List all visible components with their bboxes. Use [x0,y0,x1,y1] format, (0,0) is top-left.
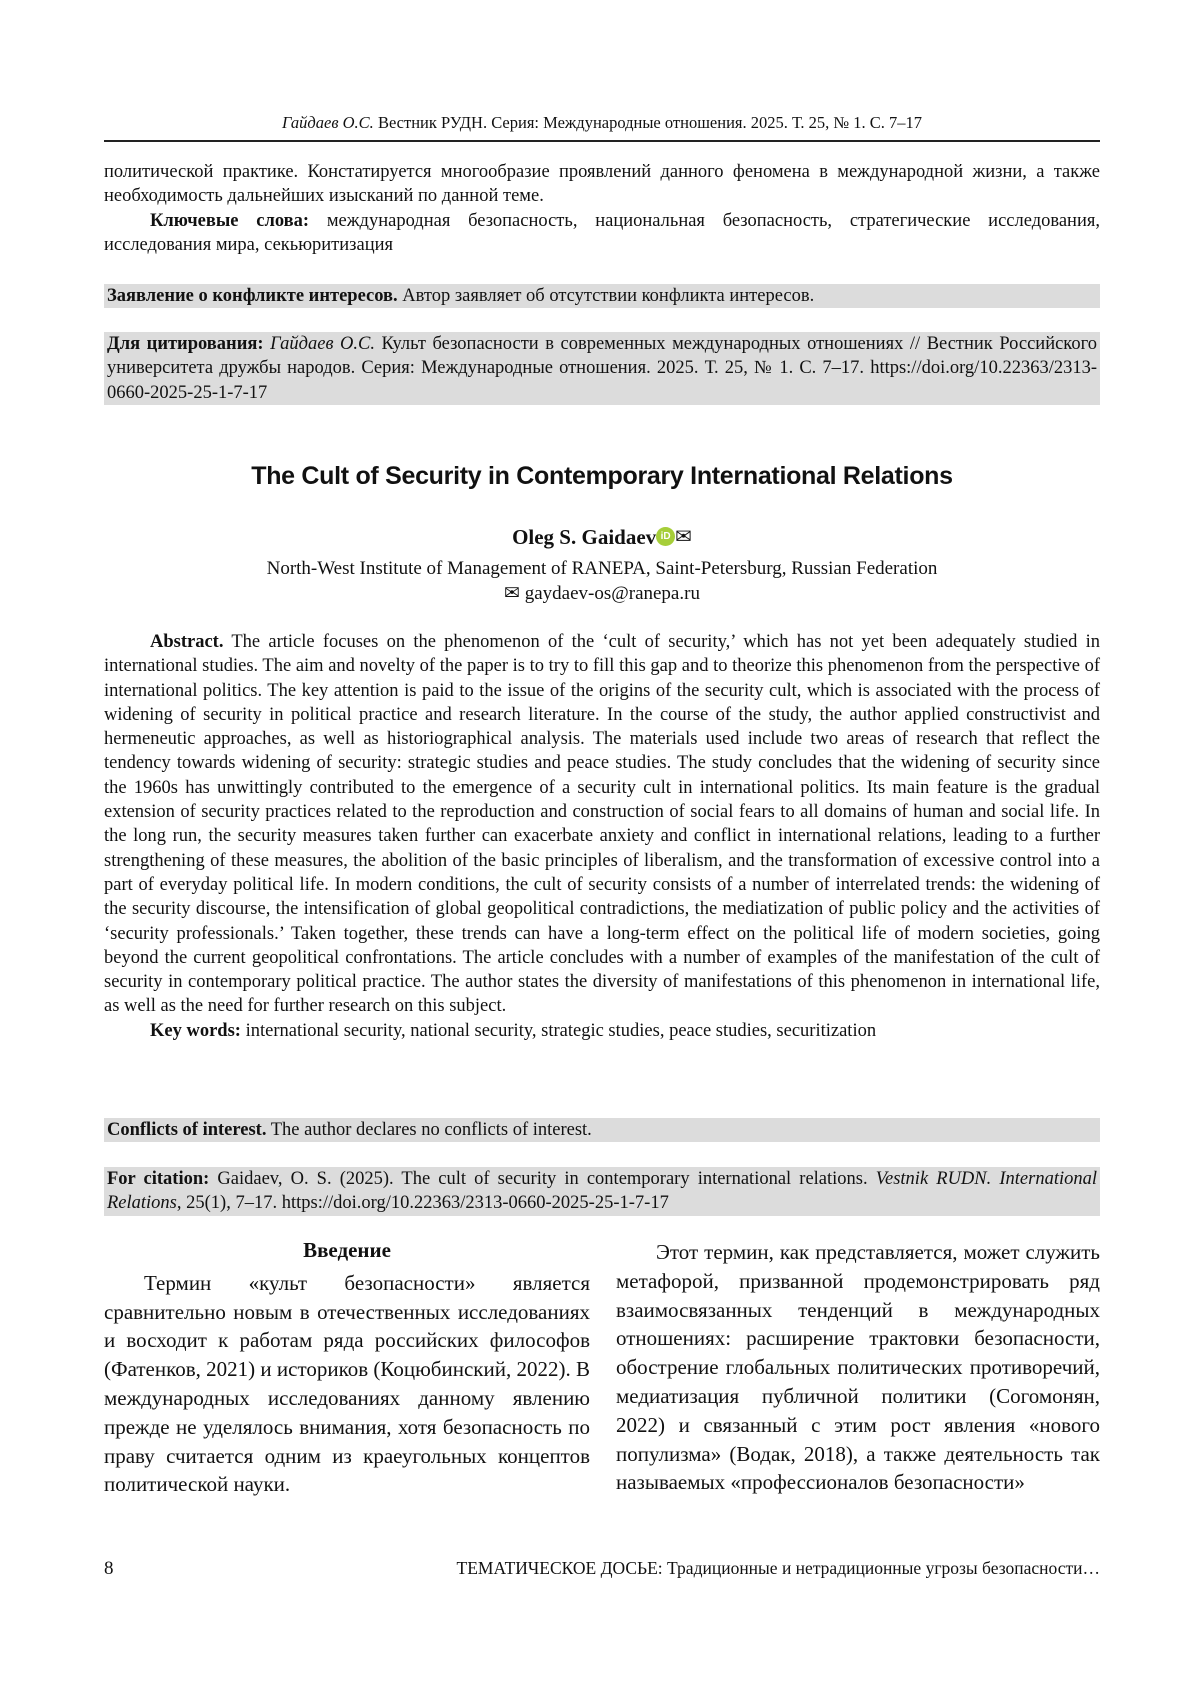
en-cite-text: Gaidaev, O. S. (2025). The cult of security in contemporary international relations. [209,1169,875,1189]
envelope-icon: ✉ [504,583,525,604]
article-title: The Cult of Security in Contemporary International Relations [104,462,1100,491]
envelope-icon[interactable]: ✉ [675,524,692,549]
ru-cite-text: Культ безопасности в современных международных отношениях // Вестник Российского университета дружбы народов. Серия: Международные отношения. 2025. Т. 25, № 1. С. 7–17. https://doi.org/10.22363/2313-0660-2025-25-1-7-17 [107,334,1097,403]
en-citation [104,1167,1100,1216]
running-head [104,113,1100,133]
orcid-icon[interactable]: iD [656,527,675,546]
abstract-text: The article focuses on the phenomenon of the ‘cult of security,’ which has not yet been adequately studied in international studies. The aim and novelty of the paper is to try to fill this gap and to theorize this phenomenon from the perspective of international politics. The key attention is paid to the issue of the origins of the security cult, which is associated with the process of widening of security in political practice and research literature. In the course of the study, the author applied constructivist and hermeneutic approaches, as well as historiographical analysis. The materials used include two areas of research that reflect the tendency towards widening of security: strategic studies and peace studies. The study concludes that the widening of security since the 1960s has unwittingly contributed to the emergence of a security cult in international politics. Its main feature is the gradual extension of security practices related to the reproduction and construction of social fears to all domains of human and social life. In the long run, the security measures taken further can exacerbate anxiety and conflict in international relations, leading to a further strengthening of these measures, the abolition of the basic principles of liberalism, and the transformation of excessive control into a part of everyday political life. In modern conditions, the cult of security consists of a number of interrelated trends: the widening of the security discourse, the intensification of global geopolitical contradictions, the mediatization of public policy and the activities of ‘security professionals.’ Taken together, these trends can have a long-term effect on the political life of modern societies, going beyond the current geopolitical confrontations. The article concludes with a number of examples of the manifestation of the cult of security in contemporary political practice. The author states the diversity of manifestations of this phenomenon in international life, as well as the need for further research on this subject. [104,632,1100,1016]
en-coi-label: Conflicts of interest. [107,1120,266,1140]
en-cite-doi: , 25(1), 7–17. https://doi.org/10.22363/2313-0660-2025-25-1-7-17 [177,1193,669,1213]
abstract-label: Abstract. [150,632,223,652]
en-keywords-text: international security, national security, strategic studies, peace studies, securitization [241,1021,876,1041]
author-email[interactable]: gaydaev-os@ranepa.ru [525,583,700,604]
footer-section: ТЕМАТИЧЕСКОЕ ДОСЬЕ: Традиционные и нетрадиционные угрозы безопасности… [457,1558,1100,1579]
ru-cite-label: Для цитирования: [107,334,264,354]
en-coi-text: The author declares no conflicts of interest. [266,1120,591,1140]
ru-keywords [104,209,1100,258]
body-column-right [616,1238,1100,1497]
en-conflict-statement [104,1118,1100,1142]
en-keywords-label: Key words: [150,1021,241,1041]
body-paragraph: Термин «культ безопасности» является сравнительно новым в отечественных исследованиях и восходит к работам ряда российских философов (Фатенков, 2021) и историков (Коцюбинский, 2022). В международных исследованиях данному явлению прежде не уделялось внимания, хотя безопасность по праву считается одним из краеугольных концептов политической науки. [104,1269,590,1499]
running-head-author: Гайдаев О.С. [282,113,374,132]
en-cite-label: For citation: [107,1169,209,1189]
ru-abstract-continuation [104,160,1100,257]
ru-cite-author: Гайдаев О.С. [264,334,375,354]
running-head-journal: Вестник РУДН. Серия: Международные отношения. 2025. Т. 25, № 1. С. 7–17 [374,113,922,132]
affiliation [104,556,1100,606]
email-line [104,581,1100,606]
body-column-left [104,1236,590,1499]
ru-abstract-end: политической практике. Констатируется многообразие проявлений данного феномена в международной жизни, а также необходимость дальнейших изысканий по данной теме. [104,160,1100,209]
affiliation-text: North-West Institute of Management of RANEPA, Saint-Petersburg, Russian Federation [104,556,1100,581]
ru-keywords-label: Ключевые слова: [150,211,309,231]
ru-citation [104,332,1100,405]
author-line [104,524,1100,550]
en-keywords [104,1019,1100,1043]
section-title: Введение [104,1236,590,1265]
en-cite-journal: Vestnik RUDN. International Relations [107,1169,1097,1213]
page-number: 8 [104,1558,114,1580]
abstract-paragraph [104,630,1100,1019]
author-name: Oleg S. Gaidaev [512,525,656,549]
ru-keywords-text: международная безопасность, национальная безопасность, стратегические исследования, исследования мира, секьюритизация [104,211,1100,255]
ru-coi-text: Автор заявляет об отсутствии конфликта интересов. [398,286,815,306]
ru-coi-label: Заявление о конфликте интересов. [107,286,398,306]
en-abstract [104,630,1100,1043]
header-rule [104,140,1100,142]
body-paragraph: Этот термин, как представляется, может служить метафорой, призванной продемонстрировать ряд взаимосвязанных тенденций в международных отношениях: расширение трактовки безопасности, обострение глобальных политических противоречий, медиатизация публичной политики (Согомонян, 2022) и связанный с этим рост явления «нового популизма» (Водак, 2018), а также деятельность так называемых «профессионалов безопасности» [616,1238,1100,1497]
ru-conflict-statement [104,284,1100,308]
